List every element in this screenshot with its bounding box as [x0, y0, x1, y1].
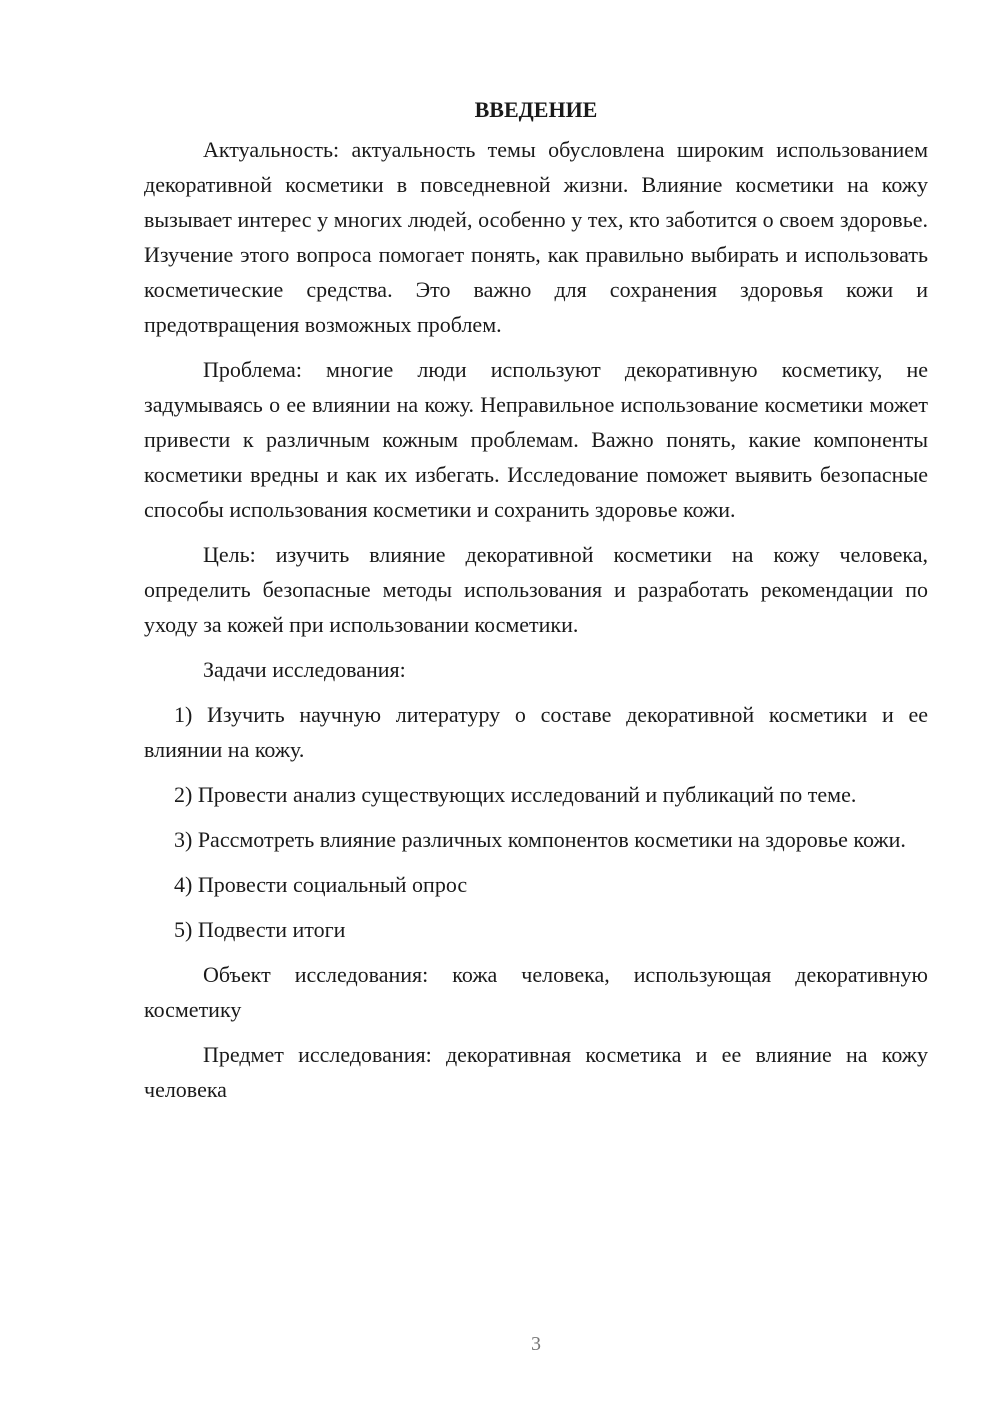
relevance-paragraph: Актуальность: актуальность темы обусловлена широким использованием декоративной косметики в повседневной жизни. Влияние косметики на кожу вызывает интерес у многих людей, особенно у тех, кто заботится о своем здоровье. Изучение этого вопроса помогает понять, как правильно выбирать и использовать косметические средства. Это важно для сохранения здоровья кожи и предотвращения возможных проблем. — [144, 137, 928, 337]
task-item-4: 4) Провести социальный опрос — [174, 872, 468, 897]
object-paragraph: Объект исследования: кожа человека, использующая декоративную косметику — [144, 962, 928, 1022]
document-title: ВВЕДЕНИЕ — [474, 97, 598, 122]
task-item-1: 1) Изучить научную литературу о составе декоративной косметики и ее влиянии на кожу. — [144, 702, 928, 762]
page-number: 3 — [531, 1333, 541, 1355]
task-item-5: 5) Подвести итоги — [174, 917, 346, 942]
subject-paragraph: Предмет исследования: декоративная косметика и ее влияние на кожу человека — [144, 1042, 928, 1102]
tasks-heading: Задачи исследования: — [203, 657, 406, 682]
task-item-3: 3) Рассмотреть влияние различных компонентов косметики на здоровье кожи. — [174, 827, 906, 852]
goal-paragraph: Цель: изучить влияние декоративной косметики на кожу человека, определить безопасные методы использования и разработать рекомендации по уходу за кожей при использовании косметики. — [144, 542, 928, 637]
problem-paragraph: Проблема: многие люди используют декоративную косметику, не задумываясь о ее влиянии на кожу. Неправильное использование косметики может привести к различным кожным проблемам. Важно понять, какие компоненты косметики вредны и как их избегать. Исследование поможет выявить безопасные способы использования косметики и сохранить здоровье кожи. — [144, 357, 928, 522]
document-page — [144, 92, 928, 1117]
task-item-2: 2) Провести анализ существующих исследований и публикаций по теме. — [174, 782, 857, 807]
